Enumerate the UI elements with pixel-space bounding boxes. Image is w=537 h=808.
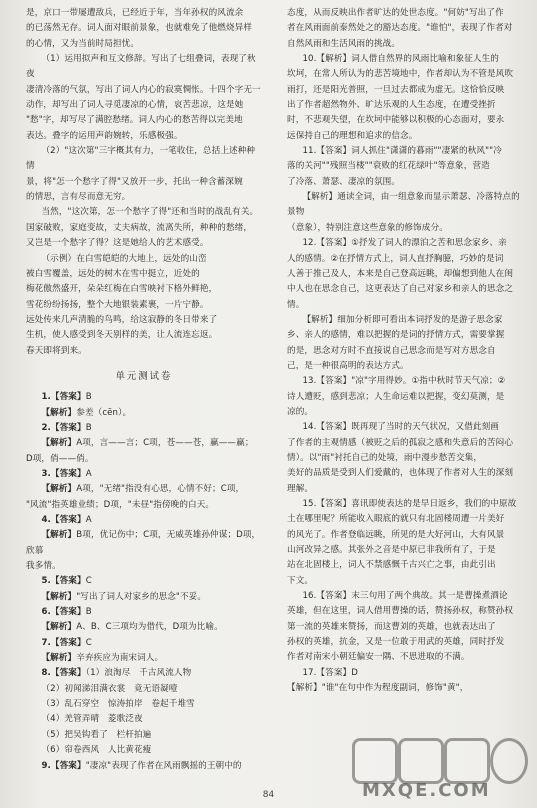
q11-line: 凄清冷落的气氛，写出了词人内心的寂寞惆怅。十四个字无一 bbox=[26, 84, 261, 95]
answer-text: （6）帘卷西风 人比黄花瘦 bbox=[41, 745, 152, 756]
q11-line: 动作，却写出了词人寻觅凄凉的心情，哀苦悲凉，这是她 bbox=[26, 100, 244, 111]
answer-line bbox=[26, 498, 262, 513]
answer-line bbox=[26, 452, 262, 467]
right-line: 者在风雨面前泰然处之的豁达态度。"谁怕"，表现了作者对 bbox=[287, 23, 513, 34]
right-line: 情）。以"雨"衬托自己的处境，雨中漫步愁苦交集， bbox=[287, 452, 483, 463]
right-line: 远保持自己的理想和追求的信念。 bbox=[287, 130, 418, 141]
right-line: 14.【答案】既再现了当时的天气状况，又借此刻画 bbox=[302, 422, 500, 433]
answer-text: C bbox=[85, 576, 92, 587]
page-number: 84 bbox=[262, 790, 275, 800]
answer-line bbox=[26, 406, 262, 421]
right-line: 乡、亲人的感情，难以把握的是词的抒情方式，需要掌握 bbox=[287, 330, 505, 341]
right-line: 雨打，还是阳光普照，一旦过去都成为虚无。这恰恰反映 bbox=[287, 84, 505, 95]
q11-line: 表达。叠字的运用声韵婉转，乐感极强。 bbox=[26, 130, 183, 141]
answer-text: "凄凉"表现了作者在风雨飘摇的王朝中的 bbox=[85, 760, 242, 771]
answer-tag: 3.【答案】 bbox=[41, 468, 86, 479]
answer-line bbox=[26, 728, 262, 743]
q11-line: 国家破败，家庭变故，丈夫病故，流离失所，种种的愁绪， bbox=[26, 222, 253, 233]
right-line: 情。 bbox=[287, 299, 305, 310]
answer-line bbox=[26, 482, 262, 497]
answer-tag: 【解析】 bbox=[41, 438, 77, 449]
answer-text: （4）羌管弄晴 菱歌泛夜 bbox=[41, 714, 143, 725]
answer-line bbox=[26, 651, 262, 666]
watermark-glyph-icon bbox=[352, 738, 398, 784]
answer-tag: 5.【答案】 bbox=[41, 576, 86, 587]
answer-line bbox=[26, 528, 262, 559]
right-line: 己，是一种很高明的表达方式。 bbox=[287, 360, 409, 371]
right-line: 坎坷，在常人所认为的悲苦境地中，作者却认为不管是风吹 bbox=[287, 69, 514, 80]
right-line: 落的关河""残照当楼""衰败的红花绿叶"等意象，营造 bbox=[287, 161, 490, 172]
answer-text: 辛弃疾应为南宋词人。 bbox=[76, 653, 164, 664]
answer-line bbox=[26, 743, 262, 758]
answer-line bbox=[26, 421, 262, 436]
analysis-line: 【解析】"谁"在句中作为程度副词，修饰"黄"， bbox=[287, 683, 469, 694]
intro-line: 的心情，又为当前时局担忧。 bbox=[26, 38, 140, 49]
answer-text: C bbox=[85, 637, 92, 648]
right-line: 17.【答案】D bbox=[302, 667, 358, 678]
q12-answer: （示例）在白雪皑皑的大地上，远处的山峦 bbox=[41, 253, 207, 264]
answer-tag: 【解析】 bbox=[41, 622, 77, 633]
answer-tag: 【解析】 bbox=[41, 530, 77, 541]
right-line: 【解析】细加分析即可看出本词抒发的是游子思念家 bbox=[302, 314, 503, 325]
q11-line: （2）"这次第"三字概其有力，一笔收住，总括上述种种情 bbox=[26, 146, 256, 172]
answer-text: A bbox=[85, 468, 92, 479]
answer-text: A项，言——言；C项，苍——苍，赢——赢； bbox=[76, 438, 254, 449]
right-line: 山河改异之感。其张外之音是中原已非我所有了，于是 bbox=[287, 545, 496, 556]
right-line: 英雄，但在这里，词人借用曹操的话，赞扬孙权，称赞孙权 bbox=[287, 606, 514, 617]
answer-tag: 2.【答案】 bbox=[41, 422, 86, 433]
answer-line bbox=[26, 436, 262, 451]
right-line: 凉的。 bbox=[287, 406, 314, 417]
right-line: 下文。 bbox=[287, 575, 314, 586]
right-line: 中人也在思念自己，这更表达了自己对家乡和亲人的思念之 bbox=[287, 284, 514, 295]
answer-tag: 【解析】 bbox=[41, 653, 77, 664]
answer-text: B bbox=[85, 392, 92, 403]
answer-line bbox=[26, 666, 262, 681]
right-line: 的是，思念对方时不直接说自己思念而是写对方思念自 bbox=[287, 345, 496, 356]
right-line: 【解析】通读全词，由一组意象而显示萧瑟、冷落特点的景物 bbox=[287, 192, 520, 218]
right-line: 了作者的主观情感（被贬之后的孤寂之感和失意后的苦闷心 bbox=[287, 437, 514, 448]
watermark-logo bbox=[346, 738, 531, 804]
answer-text: （3）乱石穿空 惊涛拍岸 卷起千堆雪 bbox=[41, 699, 195, 710]
intro-line: 的已荡然无存。词人面对眼前景象，也就难免了他燃烧异样 bbox=[26, 23, 253, 34]
right-line: 第一流的英雄来赞扬，而这曹刘的英雄，也就表达出了 bbox=[287, 621, 496, 632]
answer-text: "写出了词人对家乡的思念"不妥。 bbox=[76, 591, 207, 602]
right-column bbox=[287, 6, 523, 696]
answer-text: B bbox=[85, 607, 92, 618]
right-line: 美好的品质是受到人们爱戴的，也体现了作者对人生的深刻 bbox=[287, 468, 514, 479]
right-line: 理解。 bbox=[287, 483, 314, 494]
answer-line bbox=[26, 605, 262, 620]
right-line: 时，不悲观失望，在坎坷中能够以积极的心态面对，要永 bbox=[287, 115, 505, 126]
q11-line: 当然，"这次第，怎一个愁字了得"还和当时的战乱有关。 bbox=[41, 207, 259, 218]
right-line: 站在北固楼上，词人不禁感慨千古兴亡之事，由此引出 bbox=[287, 560, 496, 571]
answer-line bbox=[26, 467, 262, 482]
answer-text: B bbox=[85, 422, 92, 433]
answer-line bbox=[26, 697, 262, 712]
right-line: 了冷落、萧瑟、凄凉的氛围。 bbox=[287, 176, 401, 187]
right-line: 16.【答案】末三句用了两个典故。其一是曹操煮酒论 bbox=[302, 591, 508, 602]
q12-line: 生机，使人感受到冬天别样的美，让人流连忘返。 bbox=[26, 330, 218, 341]
q11-line: "愁"字，却写尽了满腔愁绪。词人内心的愁苦得以完美地 bbox=[26, 115, 243, 126]
right-lines bbox=[287, 6, 523, 681]
answer-list bbox=[26, 390, 262, 774]
right-line: 诗人遭贬，感到悲凉；人生命运难以把握，变幻莫测，是 bbox=[287, 391, 505, 402]
answer-text: （2）初闻涕泪满衣裳 竟无语凝噎 bbox=[41, 683, 178, 694]
left-column bbox=[26, 6, 262, 774]
answer-text: 我多情。 bbox=[26, 561, 61, 572]
answer-text: B项，优记伤中；C项，无威英雄孙仲谋；D项，欣慕 bbox=[26, 530, 261, 556]
answer-text: 参差（cēn）。 bbox=[76, 407, 132, 418]
q12-line: 梅花傲然盛开，朵朵红梅在白雪映衬下格外鲜艳， bbox=[26, 284, 218, 295]
right-line: 出了作者超然物外、旷达乐观的人生态度，在遭受挫折 bbox=[287, 100, 496, 111]
right-line: 人善于推己及人，本来是自己登高远眺，却偏想到他人在闺 bbox=[287, 268, 514, 279]
watermark-circle-icon bbox=[490, 738, 528, 784]
q11-answer: （1）运用拟声和互文修辞。写出了七组叠词，表现了秋夜 bbox=[26, 54, 256, 80]
right-line: 作者对南宋小朝廷偏安一隅、不思进取的不满。 bbox=[287, 652, 470, 663]
answer-text: A、B、C三项均为借代，D项为比喻。 bbox=[76, 622, 223, 633]
answer-tag: 9.【答案】 bbox=[41, 760, 86, 771]
right-line: 13.【答案】"凉"字用得妙。①指中秋时节天气凉；② bbox=[302, 376, 506, 387]
q11-line: 景，将"怎一个愁字了得"又放开一步，托出一种含蓄深婉 bbox=[26, 176, 243, 187]
answer-tag: 6.【答案】 bbox=[41, 607, 86, 618]
right-line: 11.【答案】词人抓住"潇潇的暮雨""凄紧的秋风""冷 bbox=[302, 146, 502, 157]
right-line: 的风光了。作者登临远眺，所见的是大好河山，大有风景 bbox=[287, 529, 505, 540]
right-line: 孙权的英雄，抗金，又是一位敢于用武的英雄，同时抒发 bbox=[287, 637, 505, 648]
answer-tag: 8.【答案】 bbox=[41, 668, 86, 679]
right-line: 人的感情。②在抒情方式上，词人直抒胸臆，巧妙的是词 bbox=[287, 253, 504, 264]
unit-test-title: 单元测试卷 bbox=[115, 370, 173, 382]
answer-tag: 【解析】 bbox=[41, 591, 77, 602]
answer-line bbox=[26, 559, 262, 574]
answer-text: A项，"无绪"指没有心思，心情不好；C项， bbox=[76, 484, 245, 495]
answer-line bbox=[26, 620, 262, 635]
answer-line bbox=[26, 574, 262, 589]
right-line: 12.【答案】①抒发了词人的漂泊之苦和思念家乡、亲 bbox=[302, 238, 507, 249]
answer-text: "风流"指英雄业绩；D项，"未昼"指傍晚的白天。 bbox=[26, 499, 215, 510]
right-line: 态度，从而反映出作者旷达的处世态度。"何妨"写出了作 bbox=[287, 8, 504, 18]
q12-line: 春天即将到来。 bbox=[26, 345, 87, 356]
watermark-glyph-icon bbox=[398, 738, 444, 784]
answer-tag: 1.【答案】 bbox=[41, 392, 86, 403]
answer-text: D项，俏——俏。 bbox=[26, 453, 94, 464]
right-line: 自然风雨和生活风雨的挑战。 bbox=[287, 38, 401, 49]
answer-text: （5）把吴钩看了 栏杆拍遍 bbox=[41, 729, 152, 740]
answer-line bbox=[26, 712, 262, 727]
answer-line bbox=[26, 590, 262, 605]
answer-line bbox=[26, 759, 262, 774]
intro-line: 是，京口一带屡遭敌兵，已经近于年，当年孙权的风流余 bbox=[26, 8, 244, 18]
q11-line: 又岂是一个愁字了得？这是她给人的艺术感受。 bbox=[26, 238, 209, 249]
answer-line bbox=[26, 513, 262, 528]
watermark-glyph-icon bbox=[444, 738, 490, 784]
q12-line: 远处传来几声清脆的鸟鸣，给这寂静的冬日带来了 bbox=[26, 314, 218, 325]
answer-tag: 4.【答案】 bbox=[41, 515, 86, 525]
q12-line: 雪花纷纷扬扬，整个大地银装素裹，一片宁静。 bbox=[26, 299, 209, 310]
right-line: （意象），特别注意这些意象的修饰成分。 bbox=[287, 222, 448, 233]
answer-line bbox=[26, 636, 262, 651]
watermark-text: MXQE.COM bbox=[362, 780, 491, 801]
q12-line: 被白雪覆盖，远处的树木在雪中挺立，近处的 bbox=[26, 268, 200, 279]
answer-text: A bbox=[85, 515, 92, 525]
right-line: 15.【答案】喜讯即使表达的是早日返乡，我们的中原故 bbox=[302, 499, 517, 509]
answer-tag: 【解析】 bbox=[41, 407, 77, 418]
answer-tag: 7.【答案】 bbox=[41, 637, 86, 648]
answer-line bbox=[26, 682, 262, 697]
right-line: 10.【解析】词人借自然界的风雨比喻和象征人生的 bbox=[302, 54, 500, 65]
right-line: 土在哪里呢？所能收入眼底的就只有北固楼周遭一片美好 bbox=[287, 514, 505, 525]
answer-line bbox=[26, 390, 262, 405]
answer-text: （1）浪淘尽 千古风流人物 bbox=[85, 668, 192, 679]
answer-tag: 【解析】 bbox=[41, 484, 77, 495]
q11-line: 的情思，言有尽而意无穷。 bbox=[26, 192, 131, 203]
